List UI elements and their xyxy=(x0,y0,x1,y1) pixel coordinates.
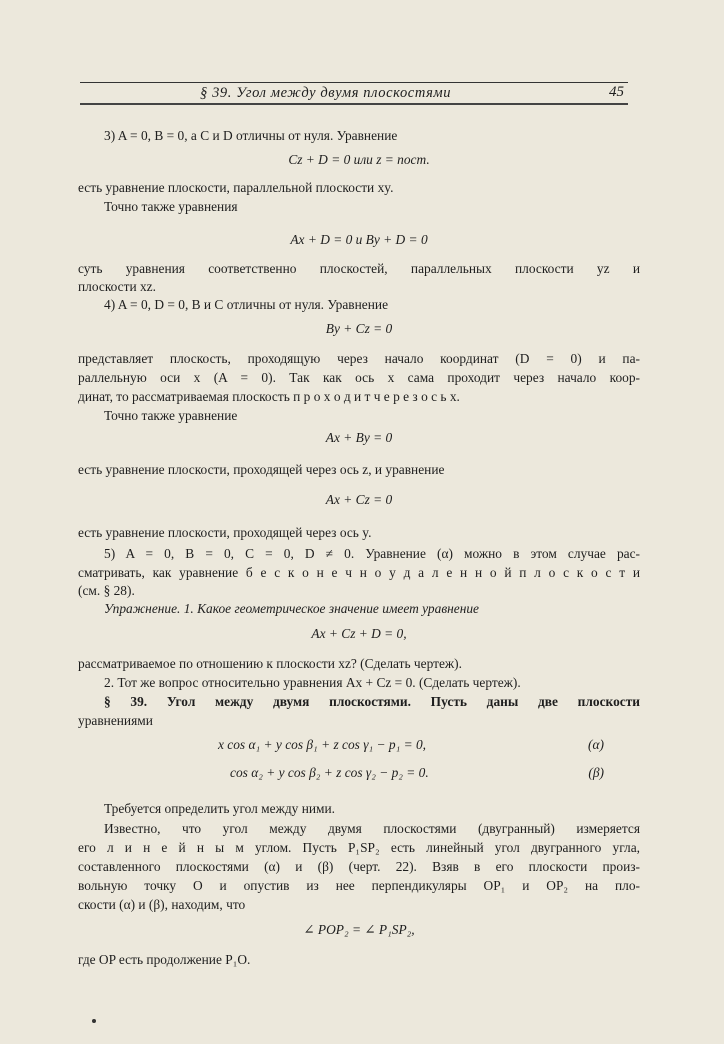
text-line: рассматриваемое по отношению к плоскости xz? (Сделать чертеж). xyxy=(78,656,462,671)
text-line: Известно, что угол между двумя плоскостями (двугранный) измеряется xyxy=(104,821,640,836)
text-line: его л и н е й н ы м углом. Пусть P₁SP₂ есть линейный угол двугранного угла, xyxy=(78,840,640,855)
print-speck xyxy=(92,1019,96,1023)
equation: Ax + Cz + D = 0, xyxy=(311,626,407,641)
equation: Ax + By = 0 xyxy=(325,430,393,445)
text-line: есть уравнение плоскости, проходящей через ось z, и уравнение xyxy=(78,462,445,477)
text-line: динат, то рассматриваемая плоскость п р о х о д и т ч е р е з о с ь x. xyxy=(78,389,460,404)
equation: Cz + D = 0 или z = пост. xyxy=(288,152,430,167)
text-line: раллельную оси x (A = 0). Так как ось x сама проходит через начало коор- xyxy=(78,370,640,385)
text-line: 2. Тот же вопрос относительно уравнения Ax + Cz = 0. (Сделать чертеж). xyxy=(104,675,521,690)
page-number: 45 xyxy=(609,84,624,100)
header-rule-top xyxy=(80,82,628,83)
equation: ∠ POP₂ = ∠ P₁SP₂, xyxy=(303,922,415,937)
text-line: суть уравнения соответственно плоскостей, параллельных плоскости yz и xyxy=(78,261,640,276)
equation: x cos α₁ + y cos β₁ + z cos γ₁ − p₁ = 0, xyxy=(218,737,426,752)
equation: cos α₂ + y cos β₂ + z cos γ₂ − p₂ = 0. xyxy=(230,765,429,780)
text-line: сматривать, как уравнение б е с к о н е ч н о у д а л е н н о й п л о с к о с т и xyxy=(78,565,640,580)
equation: By + Cz = 0 xyxy=(325,321,393,336)
equation-tag: (α) xyxy=(588,737,604,752)
text-line: 5) A = 0, B = 0, C = 0, D ≠ 0. Уравнение (α) можно в этом случае рас- xyxy=(104,546,640,561)
text-line: Требуется определить угол между ними. xyxy=(104,801,336,816)
text-line: где OP есть продолжение P₁O. xyxy=(78,952,251,967)
text-line: представляет плоскость, проходящую через начало координат (D = 0) и па- xyxy=(78,351,640,366)
text-line: Точно также уравнение xyxy=(104,408,238,423)
equation-tag: (β) xyxy=(588,765,604,780)
text-line: Точно также уравнения xyxy=(104,199,238,214)
exercise-line: Упражнение. 1. Какое геометрическое значение имеет уравнение xyxy=(104,601,480,616)
section-heading-line: § 39. Угол между двумя плоскостями. Пусть даны две плоскости xyxy=(104,694,640,709)
text-line: (см. § 28). xyxy=(78,583,135,598)
text-line: уравнениями xyxy=(78,713,153,728)
text-line: составленного плоскостями (α) и (β) (черт. 22). Взяв в его плоскости произ- xyxy=(78,859,640,874)
text-line: 4) A = 0, D = 0, B и C отличны от нуля. Уравнение xyxy=(104,297,389,312)
text-line: плоскости xz. xyxy=(78,279,156,294)
running-header-title: § 39. Угол между двумя плоскостями xyxy=(200,85,452,101)
equation: Ax + Cz = 0 xyxy=(325,492,393,507)
text-line: вольную точку O и опустив из нее перпендикуляры OP₁ и OP₂ на пло- xyxy=(78,878,640,893)
text-line: скости (α) и (β), находим, что xyxy=(78,897,246,912)
header-rule-bottom xyxy=(80,103,628,105)
text-line: есть уравнение плоскости, проходящей через ось y. xyxy=(78,525,372,540)
text-line: есть уравнение плоскости, параллельной плоскости xy. xyxy=(78,180,394,195)
text-line: 3) A = 0, B = 0, а C и D отличны от нуля. Уравнение xyxy=(104,128,398,143)
equation: Ax + D = 0 и By + D = 0 xyxy=(290,232,428,247)
